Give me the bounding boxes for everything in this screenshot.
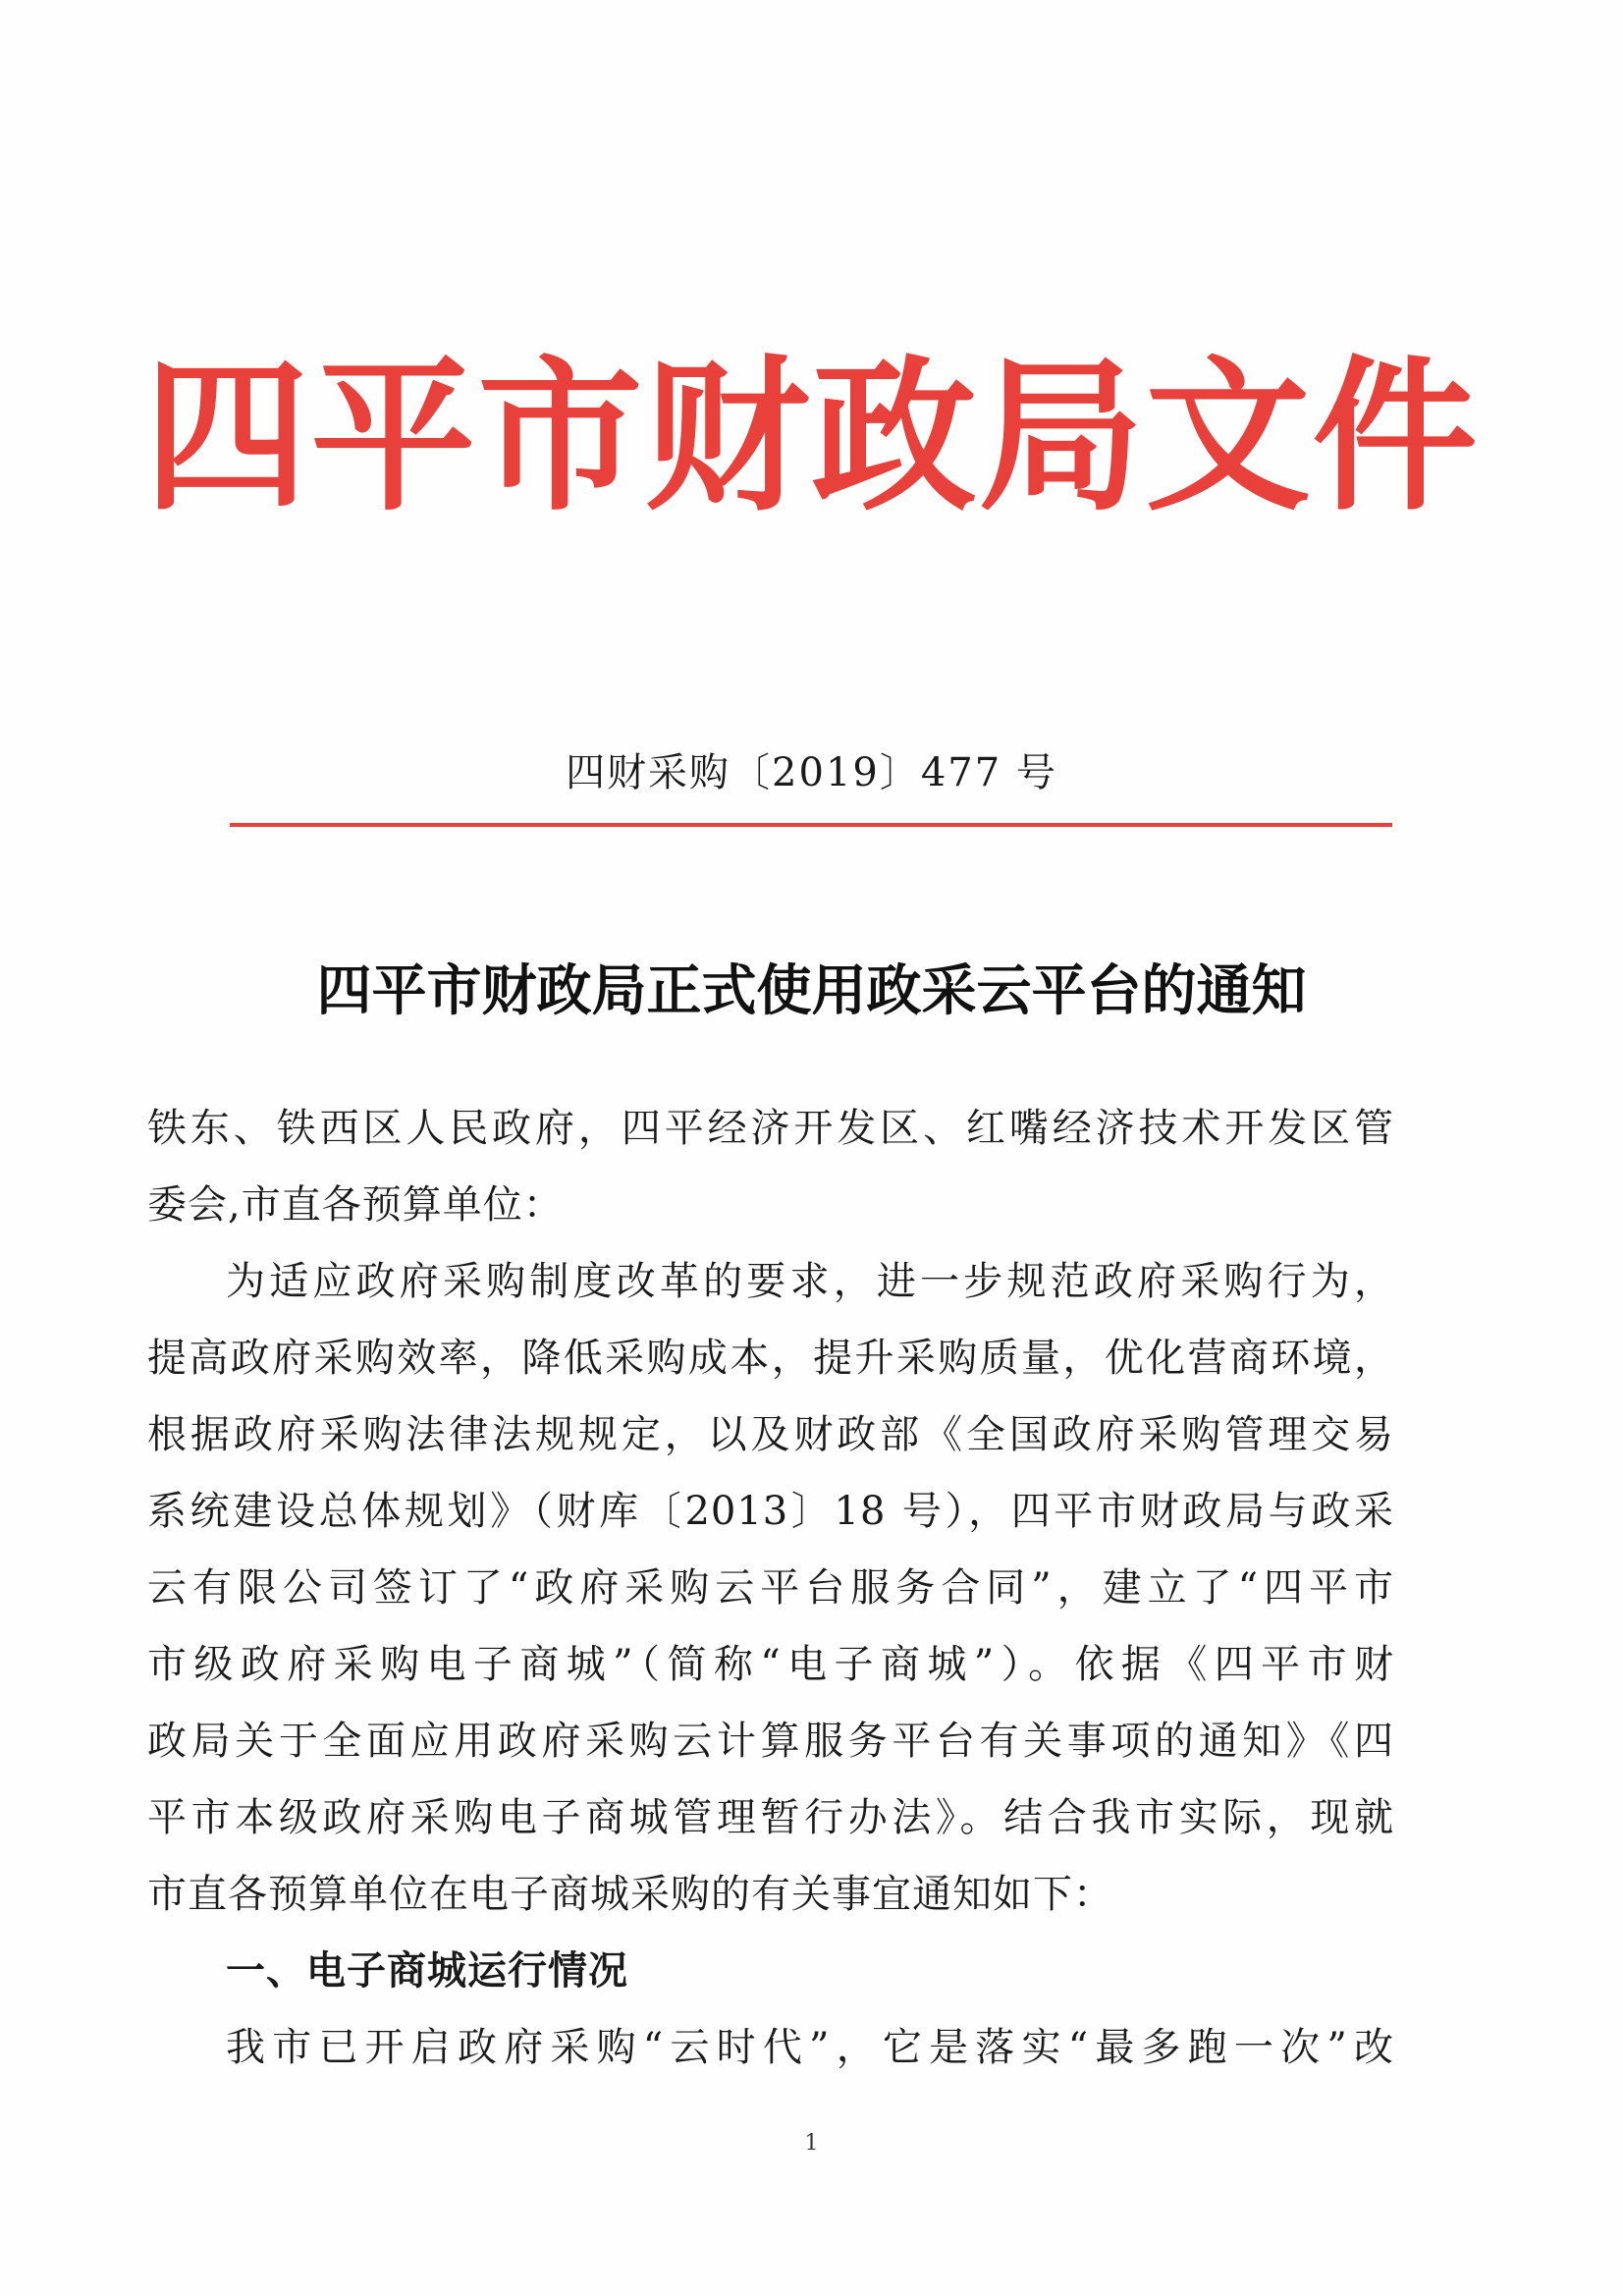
notice-title: 四平市财政局正式使用政采云平台的通知	[316, 959, 1307, 1023]
section-heading: 一、电子商城运行情况	[226, 1948, 628, 1994]
paragraph-line: 政局关于全面应用政府采购云计算服务平台有关事项的通知》《四	[147, 1719, 1394, 1764]
paragraph-line: 系统建设总体规划》（财库〔2013〕18 号），四平市财政局与政采	[147, 1489, 1394, 1534]
paragraph-line: 市直各预算单位在电子商城采购的有关事宜通知如下：	[147, 1872, 1113, 1917]
paragraph-line: 平市本级政府采购电子商城管理暂行办法》。结合我市实际，现就	[147, 1795, 1394, 1840]
paragraph-line: 市级政府采购电子商城”（简称“电子商城”）。依据《四平市财	[147, 1642, 1394, 1687]
paragraph-line: 根据政府采购法律法规规定，以及财政部《全国政府采购管理交易	[147, 1412, 1394, 1457]
red-divider-line	[230, 823, 1392, 827]
addressee-line: 铁东、铁西区人民政府，四平经济开发区、红嘴经济技术开发区管	[147, 1106, 1394, 1151]
paragraph-line: 为适应政府采购制度改革的要求，进一步规范政府采购行为，	[226, 1259, 1394, 1304]
paragraph-line: 云有限公司签订了“政府采购云平台服务合同”，建立了“四平市	[147, 1565, 1394, 1611]
paragraph-line: 我市已开启政府采购“云时代”，它是落实“最多跑一次”改	[226, 2025, 1394, 2070]
masthead-title: 四平市财政局文件	[143, 339, 1480, 533]
body-text	[147, 1090, 1394, 2086]
addressee-line: 委会,市直各预算单位：	[147, 1182, 564, 1228]
paragraph-line: 提高政府采购效率，降低采购成本，提升采购质量，优化营商环境，	[147, 1336, 1394, 1381]
document-number: 四财采购〔2019〕477 号	[566, 750, 1057, 795]
page-number: 1	[804, 2131, 819, 2156]
